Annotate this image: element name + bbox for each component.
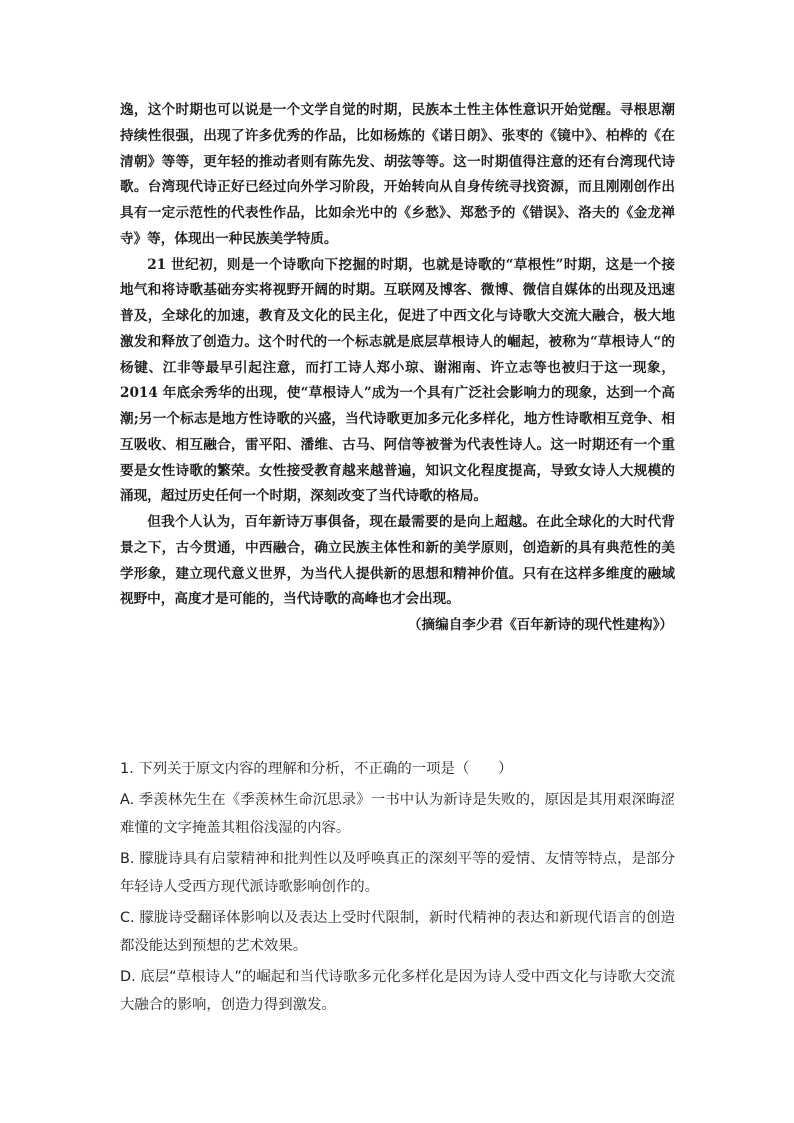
option-d: D. 底层“草根诗人”的崛起和当代诗歌多元化多样化是因为诗人受中西文化与诗歌大交流大融合的影响，创造力得到激发。 <box>120 969 675 1013</box>
question-block <box>120 755 675 1022</box>
article-paragraph-1: 逸，这个时期也可以说是一个文学自觉的时期，民族本土性主体性意识开始觉醒。寻根思潮持续性很强，出现了许多优秀的作品，比如杨炼的《诺日朗》、张枣的《镜中》、柏桦的《在清朝》等等，更年轻的推动者则有陈先发、胡弦等等。这一时期值得注意的还有台湾现代诗歌。台湾现代诗正好已经过向外学习阶段，开始转向从自身传统寻找资源，而且刚刚创作出具有一定示范性的代表性作品，比如余光中的《乡愁》、郑愁予的《错误》、洛夫的《金龙禅寺》等，体现出一种民族美学特质。 <box>120 102 675 247</box>
article-paragraph-3: 但我个人认为，百年新诗万事俱备，现在最需要的是向上超越。在此全球化的大时代背景之下，古今贯通，中西融合，确立民族主体性和新的美学原则，创造新的具有典范性的美学形象，建立现代意义世界，为当代人提供新的思想和精神价值。只有在这样多维度的融域视野中，高度才是可能的，当代诗歌的高峰也才会出现。 <box>120 514 675 608</box>
question-stem: 1. 下列关于原文内容的理解和分析，不正确的一项是（ ） <box>120 761 513 777</box>
article-paragraph-2: 21 世纪初，则是一个诗歌向下挖掘的时期，也就是诗歌的“草根性”时期，这是一个接地气和将诗歌基础夯实将视野开阔的时期。互联网及博客、微博、微信自媒体的出现及迅速普及，全球化的加速，教育及文化的民主化，促进了中西文化与诗歌大交流大融合，极大地激发和释放了创造力。这个时代的一个标志就是底层草根诗人的崛起，被称为“草根诗人“的杨键、江非等最早引起注意，而打工诗人郑小琼、谢湘南、许立志等也被归于这一现象，2014 年底余秀华的出现，使“草根诗人”成为一个具有广泛社会影响力的现象，达到一个高潮;另一个标志是地方性诗歌的兴盛，当代诗歌更加多元化多样化，地方性诗歌相互竞争、相互吸收、相互融合，雷平阳、潘维、古马、阿信等被誉为代表性诗人。这一时期还有一个重要是女性诗歌的繁荣。女性接受教育越来越普遍，知识文化程度提高，导致女诗人大规模的涌现，超过历史任何一个时期，深刻改变了当代诗歌的格局。 <box>120 256 675 505</box>
article-text <box>120 98 675 639</box>
option-c: C. 朦胧诗受翻译体影响以及表达上受时代限制，新时代精神的表达和新现代语言的创造都没能达到预想的艺术效果。 <box>120 910 675 954</box>
option-a: A. 季羡林先生在《季羡林生命沉思录》一书中认为新诗是失败的，原因是其用艰深晦涩难懂的文字掩盖其粗俗浅湿的内容。 <box>120 792 675 836</box>
article-source: （摘编自李少君《百年新诗的现代性建构》） <box>407 617 673 633</box>
option-b: B. 朦胧诗具有启蒙精神和批判性以及呼唤真正的深刻平等的爱情、友情等特点，是部分年轻诗人受西方现代派诗歌影响创作的。 <box>120 851 675 895</box>
